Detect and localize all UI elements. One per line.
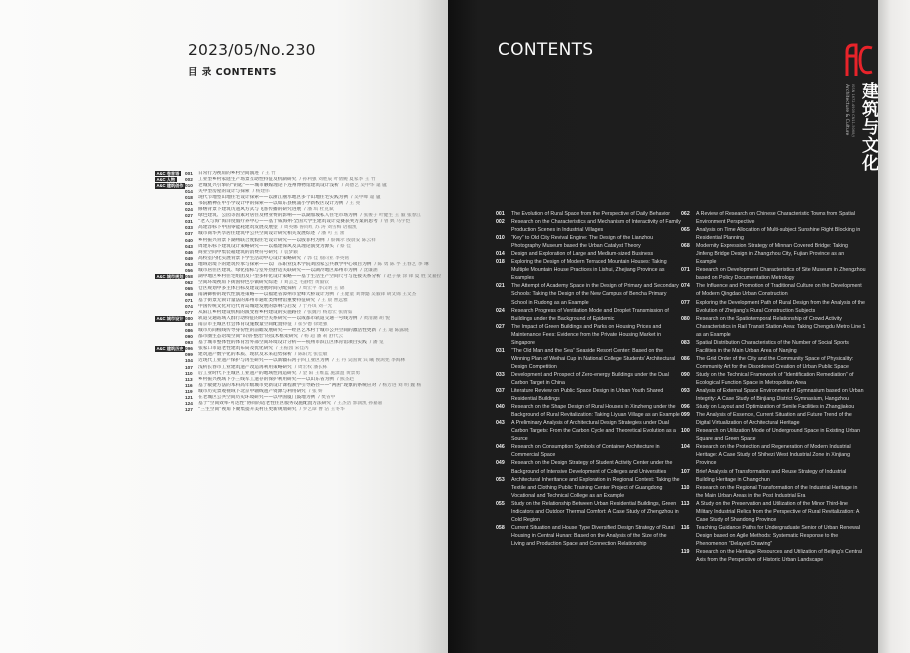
entry-page-number: 096 [185,346,193,352]
entry-page-number: 046 [496,444,505,451]
entry-title: The Analysis of Essence, Current Situation and Future Trend of the Digital Virtualization of Architectural Heritage [696,412,852,427]
entry-title: 基于敏捷方法的本科高年级城市更新设计课程教学引导路径——“两困”现象的系统应对 [198,382,377,388]
entry-title: 日常行为视角的乡村空间演进 [198,171,259,176]
section-tag-cell [155,171,185,176]
entry-page-number: 055 [496,500,505,507]
entry-title: Spatial Distribution Characteristics of the Number of Social Sports Facilities in the Main Urban Area of Nanjing [696,339,849,354]
page-edge [878,0,910,653]
entry-author: / 郭 佳 殷向亚 李英铭 [304,255,350,261]
entry-author: / 杨建伟 [252,189,270,195]
entry-title: Exploring the Design of Modern Terraced Mountain Houses: Taking Multiple Mountain House Practices in Lishui, Zhejiang Province as Examples [511,259,667,282]
entry-page-number: 065 [185,285,193,291]
entry-author: / 杨 超 潘 莉 舒代云 [301,334,343,340]
entry-page-number: 053 [496,476,505,483]
toc-heading: 目 录 CONTENTS [188,67,277,78]
entry-page-number: 014 [496,251,505,258]
entry-page-number: 024 [496,307,505,314]
entry-page-number: 056 [185,267,193,273]
entry-title: Research on the Protection and Regeneration of Modern Industrial Heritage: A Case Study of Shihezi West Industrial Zone in Xinjiang Province [696,444,851,467]
entry-title: 南满御桥的现代性演进策略——以福建省漳州市金峰大桥设计为例 [198,291,334,297]
entry-page-number: 099 [185,352,193,358]
entry-author: / 袁梦颖 [280,249,298,255]
entry-page-number: 031 [496,347,505,354]
section-tag: A&C 建筑历史 [156,346,184,352]
toc-entry-en [681,315,866,339]
entry-page-number: 062 [681,211,690,217]
entry-title: The Attempt of Academy Space in the Design of Primary and Secondary Schools: Taking the Design of the New Campus of Bencha Primary School in Rudong as an Example [511,283,679,306]
entry-title: Modernity Expression Strategy of Minnan Covered Bridge: Taking Jinfeng Bridge Design in Zhangzhou City, Fujian Province as an Example [696,243,848,266]
entry-author: / 潘 琪 杜克斌 [304,207,334,213]
toc-entry-en [681,484,866,500]
toc-entry-en [496,524,681,548]
entry-title: “老人与海”海洋度假疗养中心——基于威海州·全国大学生建筑设计竞赛获奖方案的思考 [198,219,378,225]
toc-entry-en [681,548,866,564]
toc-entry-en [496,218,681,234]
entry-title: 仓区规划中多主体目标及建设进展时间分配探析 [198,285,297,291]
entry-page-number: 031 [185,219,193,225]
entry-page-number: 065 [681,227,690,234]
toc-entry-en [681,242,866,266]
toc-entry-en [681,524,866,548]
section-tag: A&C 人物 [156,177,176,183]
section-tag: A&C 卷首语 [156,171,180,176]
entry-author: / 王 丹 吴国黄 宾 曦 侯鸿宪 李海林 [332,358,406,364]
entry-title: 工业型乡村家庭生产场景互助性特征及机制研究 [198,177,297,183]
entry-page-number: 010 [185,183,193,189]
entry-title: Architectural Inheritance and Exploration in Regional Context: Taking the Textile and Clothing Public Training Center Project of Guangdong Vocational and Technical College as an Example [511,476,680,499]
entry-title: Design and Exploration of Large and Medium-sized Business [511,251,654,258]
entry-page-number: 027 [185,213,193,219]
entry-title: “Key” to Old City Revival Engine: The Design of the Lianzhou Photography Museum based the Urban Catalyst Theory [511,235,654,250]
entry-page-number: 107 [185,364,193,370]
entry-page-number: 080 [681,315,690,322]
entry-title: Study on the Relationship Between Urban Residential Buildings, Green Indicators and Outdoor Thermal Comfort: A Case Study of Zhengzhou in Cold Region [511,500,679,523]
entry-author: / 潘 笕 [369,340,384,346]
entry-title: 近现代工业遗产保护与再生研究——以新疆石河子四工业区为例 [198,358,330,364]
entry-title: 老城复兴引擎的“钥匙”——城市触媒理论下连州博物馆建筑设计浅析 [198,183,339,189]
entry-author: / 王 迪 陈露晓 [379,328,409,334]
toc-entry-en [681,411,866,427]
entry-author: / 沈廉涵 [360,267,378,273]
entry-page-number: 121 [185,394,193,400]
entry-author: / 杨芳进 刘 明 魏 杨 [379,382,422,388]
section-tag-cell [155,177,185,182]
entry-page-number: 107 [681,468,690,475]
entry-title: 南京市主城区社会体育设施数量空间配置特征 [198,322,292,328]
toc-entry-en [681,339,866,355]
entry-title: Research on the Spatiotemporal Relationship of Crowd Activity Characteristics in Rail Transit Station Area: Taking Chengdu Metro Line 1 as an Example [696,315,866,338]
entry-author: / 高德艺 吴中华 遠 盧 [341,183,387,189]
entry-title: 建筑遗产数字化的本质、现状及未来趋势探析 [198,352,292,358]
entry-title: A Preliminary Analysis of Architectural Design Strategies under Dual Carbon Targets: From the Carbon Cycle and Theoretical Evolution as a Source [511,420,676,443]
entry-title: 城市居住区建筑、绿化指标与室外热舒适关联研究——以湖冷地区郑州市为例 [198,267,358,273]
entry-author: / 王健童 刘博懿 吴毅锋 胡文锦 王文杰 [336,291,417,297]
entry-title: Analysis on Time Allocation of Multi-subject Sunshine Right Blocking in Residential Planning [696,227,861,242]
entry-title: A Study on the Preservation and Utilization of the Minor Third-line Military Industrial Relics from the Perspective of Rural Revitalization: A Case Study of Shandong Province [696,500,860,523]
entry-page-number: 071 [681,267,690,274]
entry-title: Research on the Shape Design of Rural Houses in Xinzheng under the Background of Rural Revitalization: Taking Liyuan Village as an Example [511,404,680,419]
entry-page-number: 093 [681,388,690,395]
entry-page-number: 033 [496,371,505,378]
section-tag: A&C 建筑创作 [156,183,184,189]
entry-author: / 张魏月 杨恩宏 张倩茹 [304,310,353,316]
toc-entry-en [496,347,681,371]
entry-title: Research on the Design Strategy of Student Activity Center under the Background of Intensive Development of Colleges and Universities [511,460,673,475]
toc-entry-en [496,282,681,306]
entry-author: / 樊省中 [318,394,336,400]
entry-title: 高校室内化实展背景下学生活动中心设计策略研究 [198,255,302,261]
entry-title: “The Old Man and the Sea” Seaside Resort Center: Based on the Winning Plan of Weihai Cup in National College Students’ Architectural Design Competition [511,347,676,370]
toc-entry-en [681,371,866,387]
entry-author: / 王 竹 [261,171,276,176]
toc-entry-en [496,210,681,218]
entry-title: 修缮背景下建筑历遗风方式与飞客传播的研究进展 [198,207,302,213]
issue-number: 2023/05/No.230 [188,41,316,59]
entry-page-number: 043 [185,243,193,249]
entry-title: Research on the Heritage Resources and Utilization of Beijing’s Central Axis from the Perspective of Historic Urban Landscape [696,548,862,564]
entry-page-number: 119 [681,548,690,555]
entry-page-number: 116 [681,524,690,531]
english-toc-column-left [496,210,681,548]
entry-title: Literature Review on Public Space Design in Urban Youth Shared Residential Buildings [511,388,664,403]
entry-author: / 刘芸芝 毛静怡 黄毅钦 [280,279,329,285]
entry-page-number: 040 [185,237,193,243]
journal-english-name: Architecture & Culture [844,84,849,136]
entry-author: / 蔡 佳 [336,243,351,249]
contents-heading: CONTENTS [498,40,594,60]
entry-title: 城市历间根线传导身份性的前瞻发展研究——经区艺术村于城市公共空间的激活性更新 [198,328,377,334]
entry-author: / 罗艺谭 曹 洁 王冬华 [299,406,345,412]
toc-entry-en [681,226,866,242]
entry-author: / 陈阳光 张佳敏 [294,352,328,358]
entry-title: Exploring the Development Path of Rural Design from the Analysis of the Evolution of Zhejiang’s Rural Construction Subjects [696,299,865,314]
entry-title: Research on the Regional Transformation of the Industrial Heritage in the Main Urban Areas in the Post Industrial Era [696,484,858,499]
toc-entry-en [681,403,866,411]
entry-page-number: 110 [681,484,690,491]
entry-page-number: 074 [681,283,690,290]
entry-page-number: 062 [185,279,193,285]
entry-title: Study on Layout and Optimization of Senile Facilities in Zhangjiakou [696,404,855,411]
entry-title: Current Situation and House Type Diversified Design Strategy of Rural Housing in Central Hunan: Based on the Analysis of the Size of the Living and Production Space and Connection Relationship [511,524,675,547]
toc-entry-en [496,387,681,403]
journal-issn: ISSN 1672-4909 CN11-5068/J [851,84,855,137]
entry-page-number: 027 [496,323,505,330]
entry-title: Study on the Technical Framework of “Identification Remediation” of Ecological Function Space in Metropolitan Area [696,371,854,386]
toc-entry [155,407,445,413]
entry-page-number: 024 [185,207,193,213]
entry-page-number: 049 [185,255,193,261]
english-toc-column-right [681,210,866,564]
toc-entry-en [496,234,681,250]
entry-page-number: 127 [185,406,193,412]
entry-title: The Impact of Green Buildings and Parks on Housing Prices and Maintenance Fees: Evidence from the Private Housing Market in Singapore [511,323,662,346]
entry-title: 地域语境下的建筑传承与探索——以广东职业技术学院刘园家公共教学中心项目为例 [198,261,372,267]
entry-author: / 王杰浩 郭润凯 孙嘉嘉 [334,400,383,406]
entry-author: / 崔少德 徐建强 [294,322,328,328]
toc-entry-en [681,355,866,371]
entry-page-number: 083 [185,322,193,328]
entry-title: 湖中地区乡村住宅组团及户型多样化设计策略——基于生活生产空间尺寸与连接关系分析 [198,273,381,279]
entry-title: The Grid Order of the City and the Community Space of Physicality: Community Art for the Disordered Creation of Urban Public Space [696,355,854,370]
entry-page-number: 113 [185,376,193,382]
toc-entry-en [496,258,681,282]
entry-page-number: 077 [185,310,193,316]
entry-page-number: 043 [496,420,505,427]
entry-page-number: 021 [185,201,193,207]
entry-author: / 周英娜 鲁同红 苏 涛 刘雪梅 语福凯 [280,225,357,231]
toc-entry-en [681,282,866,298]
journal-logo [844,42,878,172]
entry-title: 乡村振兴视域下小三线军工遗存的保护利用研究——以山东省为例 [198,376,334,382]
entry-page-number: 096 [681,404,690,411]
section-tag-cell [155,346,185,351]
entry-page-number: 040 [496,404,505,411]
toc-entry-en [496,371,681,387]
entry-page-number: 037 [496,388,505,395]
entry-page-number: 033 [185,225,193,231]
entry-page-number: 099 [681,412,690,419]
entry-title: Brief Analysis of Transformation and Reuse Strategy of Industrial Building Heritage in Changchun [696,468,847,483]
entry-page-number: 021 [496,283,505,290]
entry-page-number: 124 [185,400,193,406]
section-tag-cell [155,183,185,188]
entry-title: 商业空间中集装箱建筑的消费符号研究 [198,249,278,255]
entry-author: / 王振园 宋佳芮 [276,346,309,352]
toc-entry-en [496,307,681,323]
entry-page-number: 001 [185,171,193,176]
entry-title: 绿色建筑、公园等因素对居住及物业费的影响——以湖加坡私人住宅市场为例 [198,213,358,219]
entry-page-number: 090 [681,371,690,378]
chinese-toc-list [155,171,445,413]
entry-title: 空间环境视角下街国特色小镇研究综述 [198,279,278,285]
entry-author: / 吴中峰 遠 盧 [351,195,381,201]
toc-entry-en [496,250,681,258]
entry-author: / 张俊子 叶健生 王 毅 张春江 [360,213,421,219]
entry-page-number: 104 [185,358,193,364]
entry-title: 乡村振兴背景下湖州联合度假住宅设计研究——以殷菲村为例 [198,237,325,243]
entry-title-line [198,407,445,413]
toc-entry-en [496,443,681,459]
entry-author: / 黄清潮 胡 悦 [360,316,390,322]
entry-page-number: 068 [185,291,193,297]
entry-title: The Influence and Promotion of Traditional Culture on the Development of Modern Qingdao Urban Construction [696,283,862,298]
entry-page-number: 110 [185,370,193,376]
entry-title: 基于城市整体性的体育营外部空间环境设计分析——杭州市滨江区体育馆项目实践 [198,340,367,346]
entry-page-number: 100 [681,428,690,435]
entry-title: 轨道交通站域人群行动特征的时空关系研究——以成都市轨道交通一号线为例 [198,316,358,322]
toc-entry-en [496,419,681,443]
entry-page-number: 053 [185,261,193,267]
entry-page-number: 018 [185,195,193,201]
entry-title: 城市商华共享居住建筑中公共空间设计研究相关发展综述 [198,231,316,237]
entry-title: 关中型房屋的设计与探索 [198,189,250,195]
entry-author: / 陈 勇 陈 孚 王春艺 李 琳 [374,261,429,267]
entry-title: 高建容标下中国零能耗建筑发展及展望 [198,225,278,231]
entry-page-number: 001 [496,211,505,217]
entry-title: 基于“空间效率-可达性”协同的适老性住区服务设施配置方法研究 [198,400,332,406]
entry-author: / 周宏权 潘长栋 [294,364,328,370]
entry-title: Research on Utilization Mode of Underground Space in Existing Urban Square and Green Space [696,428,861,443]
entry-title: 周建乐标下建筑设计策略研究——以福建保风及其理论演变为源头 [198,243,334,249]
entry-title: 现代节地型山地住宅设计探索——以浙江丽水地区多个山地住宅实践为例 [198,195,349,201]
entry-title: Research on Development Characteristics of Site Museum in Zhengzhou based on Policy Documentation Metrology [696,267,866,282]
entry-author: / 王 亮 [346,201,361,207]
entry-title: Development and Prospect of Zero-energy Buildings under the Dual Carbon Target in China [511,371,669,386]
entry-title: Teaching Guidance Paths for Undergraduate Senior of Urban Renewal Design based on Agile Methods: Systematic Response to the Phenomenon “Delayed Drawing” [696,524,861,547]
journal-chinese-name: 建筑与文化 [858,82,878,172]
entry-page-number: 093 [185,340,193,346]
entry-page-number: 071 [185,297,193,303]
entry-title: 浅析长春市工业建筑遗产改造再利用策略研究 [198,364,292,370]
entry-page-number: 058 [496,524,505,531]
toc-entry-en [681,210,866,226]
entry-author: / 曾 典 马宇恺 [380,219,411,225]
entry-title: Research on Consumption Symbols of Container Architecture in Commercial Space [511,444,660,459]
section-tag-cell [155,274,185,279]
toc-entry-en [496,323,681,347]
entry-author: / 潘 可 王 蕾 [318,231,345,237]
toc-entry-en [496,459,681,475]
ac-logo-icon [844,42,874,78]
entry-author: / 王 晨 曹远雅 [318,297,348,303]
entry-author: / 于丹琪 刘一光 [299,304,333,310]
entry-title: Research Progress of Ventilation Mode and Droplet Transmission of Buildings under the Background of Epidemic [511,307,669,322]
toc-entry-en [681,500,866,524]
entry-title: 书院精神在中小学设计中的探索——以如东县桃浦小学新校区设计为例 [198,201,344,207]
entry-page-number: 077 [681,299,690,306]
entry-page-number: 014 [185,189,193,195]
toc-entry-en [496,403,681,419]
entry-page-number: 116 [185,382,193,388]
entry-title: 城市历史景观视域下北京中轴线遗产资源与利用研究 [198,388,306,394]
entry-title: 中国传统文化对近代青岛城建发展的影响与启发 [198,304,297,310]
section-tag: A&C 城市规划 [156,273,184,279]
entry-title: “三生空间”视角下聚集提升美村庄更新规划研究 [198,406,297,412]
entry-title: Research on the Characteristics and Mechanism of Interactivity of Family Production Scenes in Industrial Villages [511,219,681,234]
entry-page-number: 037 [185,231,193,237]
entry-title: A Review of Research on Chinese Characteristic Towns from Spatial Environment Perspective [696,211,855,226]
entry-title: 在老城区公共空间历史环境研究——以中国厦门鼓地为例 [198,394,316,400]
entry-page-number: 010 [496,235,505,242]
section-tag: A&C 城市设计 [156,316,184,322]
entry-title: 后工业时代下主城区工业遗产的地域性再造研究 [198,370,297,376]
entry-author: / 周宏平 李汉明 王 锦 [299,285,345,291]
entry-page-number: 002 [496,219,505,226]
entry-page-number: 002 [185,177,193,183]
toc-entry-en [681,266,866,282]
entry-title: 基于街景无锁计量法的郑州市通址类博物馆重要特征研究 [198,297,316,303]
entry-author: / 孙利强 刘胜辰 叶倩婉 夏家李 王 竹 [299,177,376,183]
toc-entry-en [681,427,866,443]
entry-page-number: 113 [681,500,690,507]
right-page [448,0,878,653]
entry-page-number: 049 [496,460,505,467]
entry-author: / 熊圣赵 [336,376,355,382]
section-tag-cell [155,316,185,321]
entry-author: / 蔡佩尔 殷晨安 陈云祥 [327,237,376,243]
entry-title: 张家口市道老性建筑布局及优化研究 [198,346,274,352]
entry-author: / 金 阳 王维蓝 施潇盈 黄景勇 [299,370,361,376]
entry-page-number: 086 [681,355,690,362]
entry-page-number: 074 [185,304,193,310]
entry-page-number: 104 [681,444,690,451]
entry-page-number: 018 [496,259,505,266]
toc-entry-en [681,443,866,467]
entry-title: 从阳江乡村建设机构的演变看乡村建设的实施路径 [198,310,302,316]
entry-page-number: 083 [681,339,690,346]
entry-page-number: 090 [185,334,193,340]
toc-entry-en [496,476,681,500]
entry-title: 都市圈生态语境空间“识别·整治”的技术框架研究 [198,334,299,340]
toc-entry-en [681,299,866,315]
entry-page-number: 068 [681,243,690,250]
entry-author: / 张 妍 [308,388,323,394]
toc-entry-en [681,387,866,403]
entry-page-number: 086 [185,328,193,334]
toc-entry-en [496,500,681,524]
entry-title: The Evolution of Rural Space from the Perspective of Daily Behavior [511,211,671,217]
entry-title: Analysis of External Space Environment of Gymnasium based on Urban Integrity: A Case Study of Binjiang District Gymnasium, Hangzhou [696,388,864,403]
left-page [0,0,448,653]
entry-author: / 赵子豪 涂 锋 夏 胜 文嘉拉 [383,273,442,279]
entry-page-number: 046 [185,249,193,255]
entry-page-number: 119 [185,388,193,394]
entry-page-number: 058 [185,273,193,279]
toc-entry-en [681,468,866,484]
entry-page-number: 080 [185,316,193,322]
